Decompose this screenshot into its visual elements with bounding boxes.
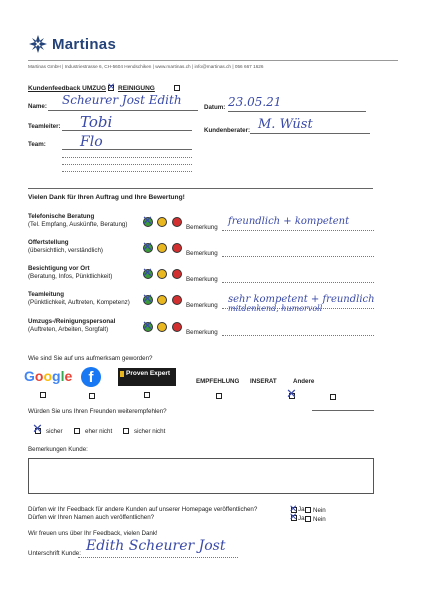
bemerkung-label: Bemerkung: [186, 224, 218, 231]
publish-q1-nein-label: Nein: [313, 507, 326, 514]
bemerkung-label: Bemerkung: [186, 250, 218, 257]
logo-icon: [28, 34, 48, 54]
remarks-box[interactable]: [28, 458, 374, 494]
publish-q2-nein-label: Nein: [313, 516, 326, 523]
logo: [28, 34, 48, 59]
bemerkung-label: Bemerkung: [186, 276, 218, 283]
team-label: Team:: [28, 141, 46, 148]
team-line-2: [62, 157, 192, 158]
facebook-checkbox[interactable]: [89, 393, 95, 399]
publish-q1-ja-mark: ✕: [289, 504, 298, 515]
rating-title: Umzugs-/Reinigungspersonal: [28, 318, 116, 325]
kundenberater-line: [250, 133, 370, 134]
signature-line: [78, 557, 238, 558]
reinigung-checkbox[interactable]: [174, 85, 180, 91]
signature-value: Edith Scheurer Jost: [86, 538, 226, 554]
publish-q2-ja-label: Ja: [298, 515, 305, 522]
bemerkung-line: [222, 282, 374, 283]
bemerkung-value-2: mitdenkend, humorvoll: [228, 304, 323, 313]
closing-text: Wir freuen uns über Ihr Feedback, vielen Dank!: [28, 530, 158, 537]
form-title-reinigung: REINIGUNG: [118, 85, 155, 92]
company-address: Martinas GmbH | Industriestrasse 6, CH-5604 Hendschiken | www.martinas.ch | info@martinas.ch | 056 667 1626: [28, 64, 264, 69]
rating-selected-mark: ✕: [142, 266, 153, 281]
team-line-1: [62, 149, 192, 150]
provenexpert-checkbox[interactable]: [144, 392, 150, 398]
rating-title: Offertstellung: [28, 239, 69, 246]
publish-question-2: Dürfen wir Ihren Namen auch veröffentlichen?: [28, 514, 155, 521]
facebook-icon: f: [81, 367, 101, 387]
signature-label: Unterschrift Kunde:: [28, 550, 81, 557]
andere-checkbox[interactable]: [330, 394, 336, 400]
teamleiter-value: Tobi: [80, 113, 113, 131]
remarks-label: Bemerkungen Kunde:: [28, 446, 88, 453]
team-line-3: [62, 164, 192, 165]
rating-selected-mark: ✕: [142, 292, 153, 307]
andere-line: [312, 410, 374, 411]
thanks-text: Vielen Dank für Ihren Auftrag und Ihre Bewertung!: [28, 194, 185, 201]
rating-selected-mark: ✕: [142, 319, 153, 334]
google-checkbox[interactable]: [40, 392, 46, 398]
rating-subtitle: (Beratung, Infos, Pünktlichkeit): [28, 273, 113, 280]
bemerkung-label: Bemerkung: [186, 329, 218, 336]
bemerkung-label: Bemerkung: [186, 302, 218, 309]
recommend-sicher-mark: ✕: [32, 422, 43, 437]
rating-yellow-smiley-icon[interactable]: [157, 217, 167, 227]
rating-red-smiley-icon[interactable]: [172, 217, 182, 227]
rating-subtitle: (Tel. Empfang, Auskünfte, Beratung): [28, 221, 128, 228]
rating-red-smiley-icon[interactable]: [172, 269, 182, 279]
datum-value: 23.05.21: [228, 95, 282, 109]
google-logo: Google: [24, 368, 73, 384]
bemerkung-line: [222, 230, 374, 231]
rating-title: Teamleitung: [28, 291, 64, 298]
team-line-4: [62, 171, 192, 172]
recommend-sicher-label: sicher: [46, 428, 63, 435]
recommend-eher-nicht-label: eher nicht: [85, 428, 113, 435]
recommend-question: Würden Sie uns Ihren Freunden weiterempfehlen?: [28, 408, 167, 415]
publish-q1-ja-label: Ja: [298, 506, 305, 513]
rating-subtitle: (Pünktlichkeit, Auftreten, Kompetenz): [28, 299, 130, 306]
recommend-eher-nicht-checkbox[interactable]: [74, 428, 80, 434]
rating-yellow-smiley-icon[interactable]: [157, 322, 167, 332]
form-title-umzug: Kundenfeedback UMZUG: [28, 85, 107, 92]
datum-line: [228, 111, 366, 112]
rating-red-smiley-icon[interactable]: [172, 295, 182, 305]
rating-subtitle: (Auftreten, Arbeiten, Sorgfalt): [28, 326, 109, 333]
umzug-check-mark: ✕: [107, 82, 116, 93]
recommend-sicher-nicht-checkbox[interactable]: [123, 428, 129, 434]
rating-red-smiley-icon[interactable]: [172, 243, 182, 253]
recommend-sicher-nicht-label: sicher nicht: [134, 428, 166, 435]
logo-text: Martinas: [52, 36, 117, 53]
rating-yellow-smiley-icon[interactable]: [157, 269, 167, 279]
source-question: Wie sind Sie auf uns aufmerksam geworden?: [28, 355, 153, 362]
name-label: Name:: [28, 103, 47, 110]
team-value: Flo: [80, 134, 103, 150]
publish-question-1: Dürfen wir Ihr Feedback für andere Kunden auf unserer Homepage veröffentlichen?: [28, 506, 258, 513]
rating-yellow-smiley-icon[interactable]: [157, 243, 167, 253]
provenexpert-text: Proven Expert: [126, 370, 171, 377]
publish-q2-ja-mark: ✕: [289, 512, 298, 523]
rating-title: Besichtigung vor Ort: [28, 265, 90, 272]
rating-selected-mark: ✕: [142, 214, 153, 229]
teamleiter-line: [62, 130, 192, 131]
andere-label: Andere: [293, 378, 315, 385]
publish-q2-nein-checkbox[interactable]: [305, 516, 311, 522]
publish-q1-nein-checkbox[interactable]: [305, 507, 311, 513]
rating-yellow-smiley-icon[interactable]: [157, 295, 167, 305]
empfehlung-label: EMPFEHLUNG: [196, 378, 240, 385]
name-line: [48, 110, 198, 111]
kundenberater-value: M. Wüst: [258, 117, 313, 132]
bemerkung-value: freundlich + kompetent: [228, 216, 350, 227]
bemerkung-line: [222, 256, 374, 257]
empfehlung-checkbox[interactable]: [216, 393, 222, 399]
inserat-label: INSERAT: [250, 378, 277, 385]
teamleiter-label: Teamleiter:: [28, 123, 61, 130]
name-value: Scheurer Jost Edith: [62, 93, 182, 107]
rating-title: Telefonische Beratung: [28, 213, 95, 220]
rating-selected-mark: ✕: [142, 240, 153, 255]
bemerkung-line: [222, 335, 374, 336]
provenexpert-logo: [118, 368, 176, 386]
kundenberater-label: Kundenberater:: [204, 127, 251, 134]
bemerkung-value: sehr kompetent + freundlich: [228, 294, 375, 305]
header-divider: [28, 60, 398, 61]
datum-label: Datum:: [204, 104, 226, 111]
inserat-check-mark: ✕: [286, 387, 297, 402]
section-divider: [28, 188, 373, 189]
rating-red-smiley-icon[interactable]: [172, 322, 182, 332]
rating-subtitle: (übersichtlich, verständlich): [28, 247, 103, 254]
